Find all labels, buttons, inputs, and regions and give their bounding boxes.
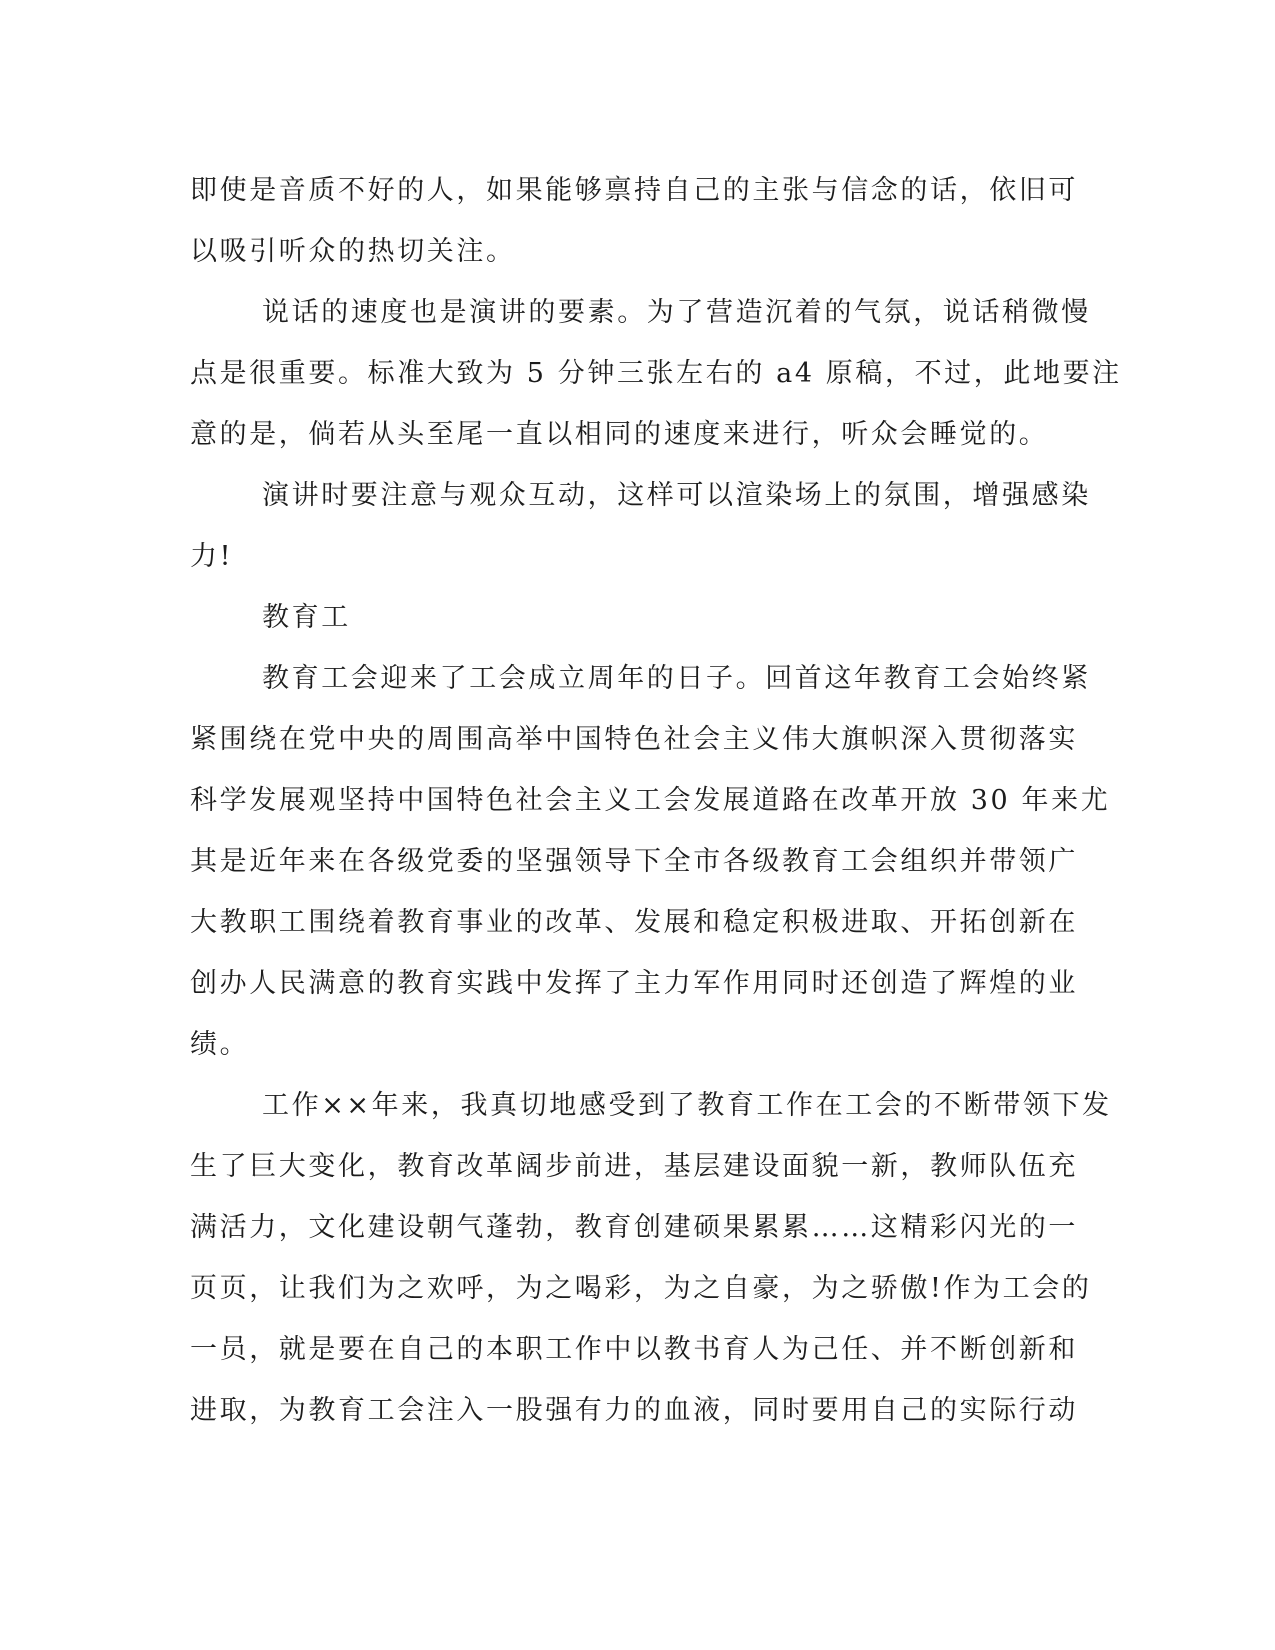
- text-line: 进取，为教育工会注入一股强有力的血液，同时要用自己的实际行动: [190, 1395, 1078, 1426]
- text-line: 页页，让我们为之欢呼，为之喝彩，为之自豪，为之骄傲!作为工会的: [190, 1273, 1092, 1304]
- text-line: 说话的速度也是演讲的要素。为了营造沉着的气氛，说话稍微慢: [262, 297, 1091, 328]
- text-line: 点是很重要。标准大致为 5 分钟三张左右的 a4 原稿，不过，此地要注: [190, 358, 1122, 389]
- text-line: 演讲时要注意与观众互动，这样可以渲染场上的氛围，增强感染: [262, 480, 1091, 511]
- text-line: 教育工会迎来了工会成立周年的日子。回首这年教育工会始终紧: [262, 663, 1091, 694]
- text-line: 力!: [190, 541, 234, 572]
- text-line: 以吸引听众的热切关注。: [190, 236, 516, 267]
- text-line: 一员，就是要在自己的本职工作中以教书育人为己任、并不断创新和: [190, 1334, 1078, 1365]
- text-line: 满活力，文化建设朝气蓬勃，教育创建硕果累累……这精彩闪光的一: [190, 1212, 1078, 1243]
- document-body: [190, 160, 1122, 1441]
- text-line: 大教职工围绕着教育事业的改革、发展和稳定积极进取、开拓创新在: [190, 907, 1078, 938]
- section-heading: 教育工: [262, 602, 351, 633]
- text-line: 意的是，倘若从头至尾一直以相同的速度来进行，听众会睡觉的。: [190, 419, 1049, 450]
- text-line: 绩。: [190, 1029, 250, 1060]
- text-line: 紧围绕在党中央的周围高举中国特色社会主义伟大旗帜深入贯彻落实: [190, 724, 1078, 755]
- text-line: 其是近年来在各级党委的坚强领导下全市各级教育工会组织并带领广: [190, 846, 1078, 877]
- text-line: 生了巨大变化，教育改革阔步前进，基层建设面貌一新，教师队伍充: [190, 1151, 1078, 1182]
- text-line: 科学发展观坚持中国特色社会主义工会发展道路在改革开放 30 年来尤: [190, 785, 1111, 816]
- text-line: 工作××年来，我真切地感受到了教育工作在工会的不断带领下发: [262, 1090, 1112, 1121]
- text-line: 创办人民满意的教育实践中发挥了主力军作用同时还创造了辉煌的业: [190, 968, 1078, 999]
- text-line: 即使是音质不好的人，如果能够禀持自己的主张与信念的话，依旧可: [190, 175, 1078, 206]
